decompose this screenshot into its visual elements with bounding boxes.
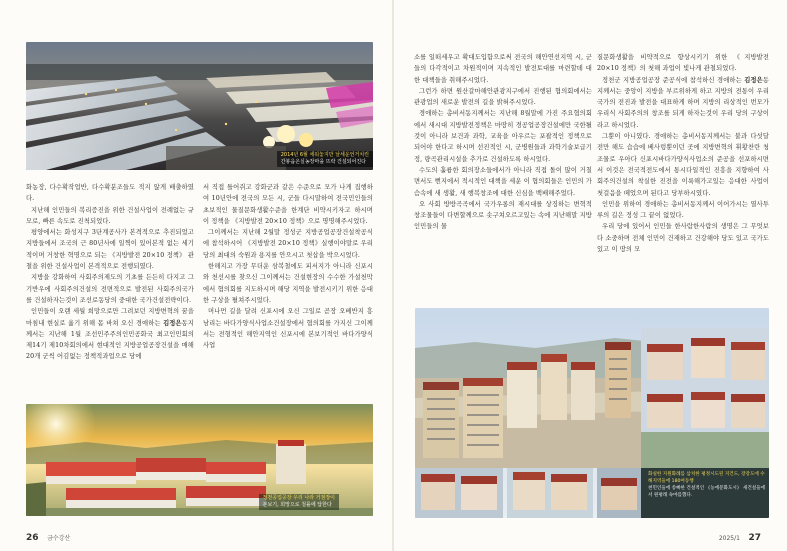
caption-line-1: 2014년 6월 세워놓지만 날세운언거치린: [280, 152, 369, 158]
paragraph: 질문화생활을 비약적으로 향상시키기 위한 《지방발전 20×10 정책》의 첫해 과업이 빛나게 관철되었다.: [597, 54, 769, 73]
apartment-photo-caption: [644, 470, 769, 500]
right-page: [394, 0, 787, 551]
caption-line-2: 천민인들에 쏭빠한 건설적인 《농에문화도시》 새건설들에서 원평래 속마를했다.: [648, 486, 766, 498]
left-column-1: [26, 182, 194, 398]
paragraph: 경애하는 총비서동지께서는 지난해 8월말에 가진 주요협의회에서 새시대 지방발전정책은 마땅히 경공업공장건설에만 국한될것이 아니라 보건과 과학, 교육을 아우르는 포괄적인 정책으로 되어야 한다고 하시며 선진적인 시, 군병원들과 과학기술보급기정, 량곡관리시설을 추가로 건설하도록 하시었다.: [414, 110, 592, 163]
caption-line-2: 간봉읍온실농장마을 뜨락 건설되어진다: [280, 159, 366, 165]
paragraph: 그런가 하면 원산갈마해안관광지구에서 진행된 협의회에서는 관광업의 새로운 발전의 길을 밝혀주시었다.: [414, 87, 592, 107]
paragraph: 한해지고 가장 무더운 삼복철에도 피서지가 아니라 신포시와 천선시를 찾으신 그이께서는 건설현장의 수수한 가설천막에서 협의회를 지도하시며 해당 지역을 발전시키기 위한 응대한 구상을 펼쳐주시었다.: [203, 263, 373, 304]
page-number: 27: [748, 533, 761, 543]
paragraph-html: 정천군 지방공업공장 준공식에 참석하신 경애하는 김정은동지께서는 중앙이 지방을 부르위하게 하고 지방의 전통이 우리 국가의 전진과 발전을 대표하게 하며 지방의 리상적인 번모가 우리식 사회주의의 창조를 되게 하자는것이 우리 당의 구상이라고 하시었다.: [597, 76, 769, 129]
page-footer-right: [719, 533, 767, 543]
paragraph: 그이께서는 지난해 2월말 정성군 지방공업공장건설착공식에 참석하시어 《지방발전 20×10 정책》실행이야말로 우리 당의 최대의 숙원과 용지를 안으시고 첫삽을 박으시었다.: [203, 229, 373, 259]
page-footer-left: [26, 533, 70, 543]
paragraph: 머나먼 길을 달려 신포시에 오신 그일로 곧장 오베반지 흥남리는 바다가양식사업소건설장에서 협의회를 가지신 그이께서는 전형적인 해안지역인 신포시에 본보기적인 바다가양식사업: [203, 308, 373, 350]
factory-sunset-photo: [26, 404, 373, 516]
magazine-name: 금수강산: [47, 535, 71, 542]
paragraph: 소를 일떠세우고 확대도입함으로써 전국의 해안연선지역 시, 군들의 다각적이고 차원적이며 지속적인 발전토대를 마련할데 대한 대책들을 취해주시었다.: [414, 54, 592, 84]
paragraph: 평양에서는 화성지구 3단계공사가 본격적으로 추진되었고 지방들에서 조국의 근 80년사에 일찍이 있어본적 없는 세기적이며 거창한 혁명으로 되는 《지방발전 20×10 정책》 관철을 위한 건설사업이 본격적으로 전행되였다.: [26, 229, 194, 271]
factory-photo-caption: [259, 494, 339, 510]
caption-line-2: 본보기, 희망으로 청률에 답한다: [262, 502, 332, 508]
greenhouse-farm-photo: [26, 42, 373, 170]
right-column-1: [414, 52, 592, 302]
caption-line-1: 정천공업공장 우리 나라 거점장이: [262, 495, 335, 501]
paragraph: 우리 당에 있어서 인민들 한사람한사람의 생명은 그 무엇보다 소중하며 전체 인민이 건재하고 건강해야 당도 있고 국가도 있고 이 땅의 모: [597, 223, 769, 254]
paragraph: 지난해 인민들의 복리증진을 위한 건설사업이 전례없는 규모로, 빠른 속도로 진척되었다.: [26, 206, 194, 225]
paragraph: 인민을 위하여 경애하는 총비서동지께서 이어가시는 열사투루의 길은 정성 그 끝이 없었다.: [597, 200, 769, 220]
paragraph-html: 인민들이 오랜 세월 희망으로만 그려보던 지방변혁의 꿈을 마침내 현실로 옮기 위해 몸 바쳐 오신 경애하는 김정은동지께서는 지난해 1월 조선민주주의인민공화국 최고인민회의 제14기 제10차회의에서 현대적인 지방공업공장건설을 매해 20개 군씩 어김없는 정책적과업으로 당에: [26, 308, 194, 361]
paragraph: 오 사회 방방곡곡에서 국가우롱의 재시대를 상징하는 변혁적창조물들이 다변할께으로 솟구쳐오르고있는 속에 지난해말 지방인민들의 물: [414, 200, 592, 231]
paragraph: 서 직접 틀어쥐고 강화군과 같은 수준으로 모가 나게 집행하여 10년안에 전국의 모든 시, 군들 다시말하여 전국민인들의 초보적인 물질문화생활수준을 한계단 비약시키자고 하시며 이 정책을 《지방발전 20×10 정책》으로 명명해주시었다.: [203, 184, 373, 225]
caption-line-1: 화실한 지원화례를 삼치한 평정시도된 지건도, 장강도에 수해지역들에 180여동행: [648, 472, 765, 484]
paragraph: 그뿐이 아니였다. 경애하는 총비서동지께서는 불과 다섯달전만 해도 습습에 베사렁뿐이던 곳에 지방변혁의 휘황찬란 청조물로 우아다 신포시바다가양식사업소의 준공을 선포하시면서 이것은 전국적전도에서 통시다일적인 진흥을 지향하여 사회주의건설의 착실한 진전을 이룩해가고있는 응대한 사업이 첫걸음을 떼었으며 된다고 당부하시였다.: [597, 133, 769, 197]
paragraph: 수도의 훌륭한 회의장소들에서가 아니라 직접 돌이 많이 거칠면서도 뻔지에서 적시적인 대책을 세운 이 협의회들은 인민의 가슴속에 새 생활, 새 행복창조에 대한 신심을 백배해주었다.: [414, 166, 592, 197]
left-column-2: [203, 182, 373, 398]
page-number: 26: [26, 533, 39, 543]
greenhouse-photo-caption: [277, 151, 373, 167]
paragraph: 지방을 강화하여 사회주의제도의 기초를 든든히 다지고 그 기반우에 사회주의건설의 전면적으로 발전된 사회주의국가를 건설하자는것이 조선로동당의 중대한 국가건설전략이다.: [26, 274, 194, 304]
left-page: [0, 0, 393, 551]
paragraph: 화농장, 다수확작업반, 다수확분조들도 적지 않게 배출하였다.: [26, 184, 194, 203]
apartment-town-photo: [415, 308, 769, 518]
right-column-2: [597, 52, 769, 302]
issue-date: 2025/1: [718, 535, 740, 542]
